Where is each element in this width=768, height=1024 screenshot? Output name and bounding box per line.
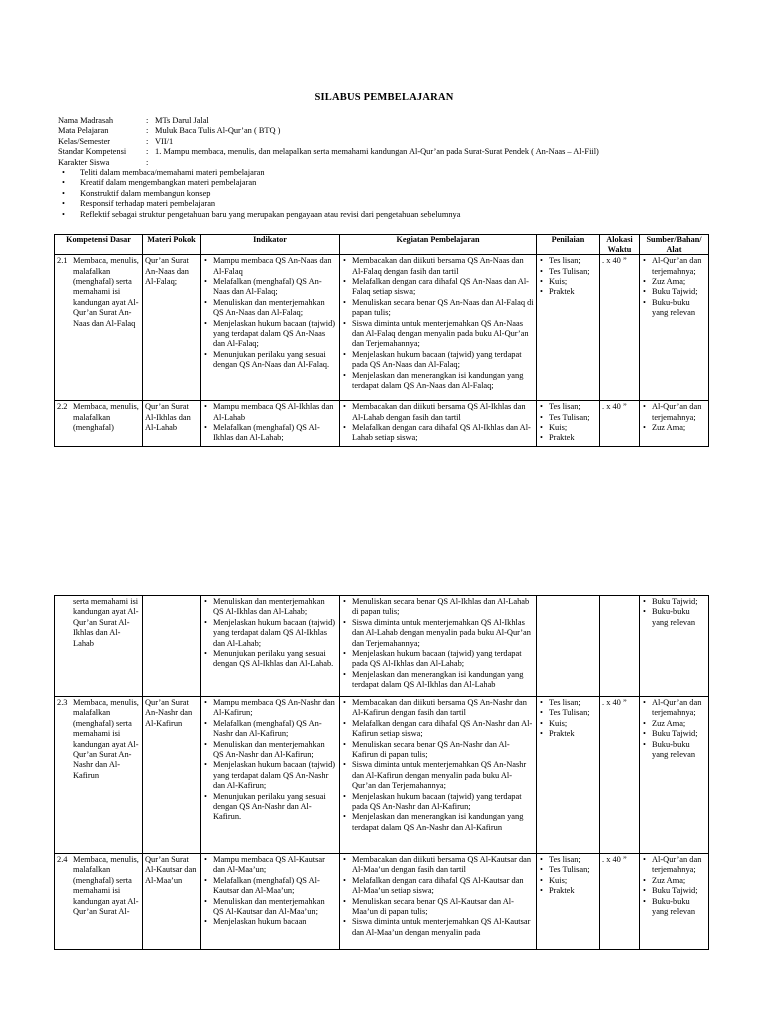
indikator-item: • Menjelaskan hukum bacaan: [203, 917, 337, 927]
meta-key: Kelas/Semester: [58, 136, 111, 146]
penilaian-cell: [537, 596, 600, 697]
indikator-list: [203, 597, 337, 670]
penilaian-list: [539, 402, 597, 444]
kegiatan-list: [342, 597, 534, 691]
sumber-cell: [640, 854, 709, 950]
sumber-item: • Buku Tajwid;: [642, 886, 706, 896]
kegiatan-cell: [340, 401, 537, 447]
sumber-item: • Zuz Ama;: [642, 876, 706, 886]
materi-cell: [143, 596, 201, 697]
table-row: [55, 854, 709, 950]
sumber-item: • Al-Qur’an dan terjemahnya;: [642, 698, 706, 719]
penilaian-item: • Kuis;: [539, 719, 597, 729]
kegiatan-item: • Menjelaskan hukum bacaan (tajwid) yang terdapat pada QS An-Naas dan Al-Falaq;: [342, 350, 534, 371]
sumber-list: [642, 855, 706, 917]
alokasi-cell: . x 40 ”: [600, 255, 640, 401]
indikator-item: • Melafalkan (menghafal) QS An-Naas dan Al-Falaq;: [203, 277, 337, 298]
penilaian-item: • Kuis;: [539, 876, 597, 886]
alokasi-cell: . x 40 ”: [600, 401, 640, 447]
indikator-item: • Melafalkan (menghafal) QS An-Nashr dan Al-Kafirun;: [203, 719, 337, 740]
kegiatan-item: • Siswa diminta untuk menterjemahkan QS Al-Kautsar dan Al-Maa’un dengan menyalin pada: [342, 917, 534, 938]
identity-block: [58, 116, 718, 168]
sumber-item: • Zuz Ama;: [642, 423, 706, 433]
kegiatan-item: • Menjelaskan hukum bacaan (tajwid) yang terdapat pada QS Al-Ikhlas dan Al-Lahab;: [342, 649, 534, 670]
kompetensi-cell: [55, 697, 143, 854]
table-row: [55, 255, 709, 401]
header-indikator: Indikator: [201, 235, 340, 255]
meta-colon: :: [146, 147, 149, 157]
kegiatan-item: • Siswa diminta untuk menterjemahkan QS Al-Ikhlas dan Al-Lahab dengan menyalin pada buku Al-Qur’an dan Terjemahannya;: [342, 618, 534, 649]
penilaian-item: • Praktek: [539, 287, 597, 297]
penilaian-item: • Tes lisan;: [539, 402, 597, 412]
meta-colon: :: [146, 136, 149, 146]
header-penilaian: Penilaian: [537, 235, 600, 255]
penilaian-cell: [537, 854, 600, 950]
kegiatan-cell: [340, 596, 537, 697]
indikator-item: • Menuliskan dan menterjemahkan QS Al-Ikhlas dan Al-Lahab;: [203, 597, 337, 618]
penilaian-item: • Tes lisan;: [539, 698, 597, 708]
alokasi-cell: [600, 596, 640, 697]
header-kompetensi: Kompetensi Dasar: [55, 235, 143, 255]
materi-cell: Qur’an Surat An-Nashr dan Al-Kafirun: [143, 697, 201, 854]
penilaian-list: [539, 256, 597, 298]
kegiatan-item: • Siswa diminta untuk menterjemahkan QS An-Nashr dan Al-Kafirun dengan menyalin pada buku Al-Qur’an dan Terjemahannya;: [342, 760, 534, 791]
meta-colon: :: [146, 157, 149, 167]
indikator-item: • Melafalkan (menghafal) QS Al-Kautsar dan Al-Maa’un;: [203, 876, 337, 897]
kegiatan-item: • Menuliskan secara benar QS An-Naas dan Al-Falaq di papan tulis;: [342, 298, 534, 319]
materi-cell: Qur’an Surat An-Naas dan Al-Falaq;: [143, 255, 201, 401]
sumber-item: • Zuz Ama;: [642, 719, 706, 729]
meta-colon: :: [146, 126, 149, 136]
indikator-cell: [201, 255, 340, 401]
kegiatan-item: • Menuliskan secara benar QS Al-Ikhlas dan Al-Lahab di papan tulis;: [342, 597, 534, 618]
alokasi-cell: . x 40 ”: [600, 697, 640, 854]
table-header-row: [55, 235, 709, 255]
indikator-item: • Menuliskan dan menterjemahkan QS Al-Kautsar dan Al-Maa’un;: [203, 897, 337, 918]
penilaian-cell: [537, 401, 600, 447]
kd-text: serta memahami isi kandungan ayat Al-Qur’an Surat Al-Ikhlas dan Al-Lahab: [73, 597, 139, 648]
indikator-item: • Mampu membaca QS An-Naas dan Al-Falaq: [203, 256, 337, 277]
penilaian-item: • Tes lisan;: [539, 855, 597, 865]
indikator-cell: [201, 401, 340, 447]
meta-row: [58, 126, 718, 136]
meta-row: [58, 116, 718, 126]
kegiatan-list: [342, 855, 534, 938]
sumber-item: • Zuz Ama;: [642, 277, 706, 287]
indikator-list: [203, 855, 337, 928]
kegiatan-item: • Menuliskan secara benar QS An-Nashr dan Al-Kafirun di papan tulis;: [342, 740, 534, 761]
kd-text: Membaca, menulis, malafalkan (menghafal) serta memahami isi kandungan ayat Al-Qur’an Surat Al-: [73, 855, 139, 917]
table-row: [55, 596, 709, 697]
meta-key: Karakter Siswa: [58, 157, 110, 167]
penilaian-item: • Tes Tulisan;: [539, 865, 597, 875]
indikator-item: • Melafalkan (menghafal) QS Al-Ikhlas dan Al-Lahab;: [203, 423, 337, 444]
sumber-item: • Buku Tajwid;: [642, 287, 706, 297]
student-character-list: [62, 168, 460, 220]
penilaian-cell: [537, 255, 600, 401]
sumber-item: • Buku-buku yang relevan: [642, 607, 706, 628]
sumber-list: [642, 597, 706, 628]
kegiatan-item: • Membacakan dan diikuti bersama QS An-Nashr dan Al-Kafirun dengan fasih dan tartil: [342, 698, 534, 719]
syllabus-table-part-1: [54, 234, 709, 447]
syllabus-table-part-2: [54, 595, 709, 950]
kd-number: 2.4: [57, 855, 68, 864]
meta-row: [58, 158, 718, 168]
kegiatan-list: [342, 256, 534, 391]
kegiatan-item: • Melafalkan dengan cara dihafal QS An-Nashr dan Al-Kafirun setiap siswa;: [342, 719, 534, 740]
meta-value: 1. Mampu membaca, menulis, dan melapalkan serta memahami kandungan Al-Qur’an pada Surat-Surat Pendek ( An-Naas – Al-Fiil): [155, 147, 599, 157]
trait-item: • Konstruktif dalam membangun konsep: [62, 189, 460, 199]
kompetensi-cell: [55, 401, 143, 447]
kegiatan-cell: [340, 854, 537, 950]
kegiatan-cell: [340, 697, 537, 854]
header-sumber: Sumber/Bahan/ Alat: [640, 235, 709, 255]
kd-text: Membaca, menulis, malafalkan (menghafal) serta memahami isi kandungan ayat Al-Qur’an Surat An-Nashr dan Al-Kafirun: [73, 698, 139, 780]
trait-item: • Responsif terhadap materi pembelajaran: [62, 199, 460, 209]
penilaian-item: • Kuis;: [539, 277, 597, 287]
indikator-cell: [201, 854, 340, 950]
kompetensi-cell: [55, 854, 143, 950]
penilaian-item: • Praktek: [539, 886, 597, 896]
sumber-list: [642, 402, 706, 433]
indikator-cell: [201, 697, 340, 854]
table-row: [55, 401, 709, 447]
penilaian-item: • Tes Tulisan;: [539, 267, 597, 277]
meta-row: [58, 137, 718, 147]
header-kegiatan: Kegiatan Pembelajaran: [340, 235, 537, 255]
indikator-list: [203, 698, 337, 823]
kegiatan-list: [342, 698, 534, 833]
kegiatan-item: • Menjelaskan dan menerangkan isi kandungan yang terdapat dalam QS An-Naas dan Al-Falaq;: [342, 371, 534, 392]
indikator-item: • Mampu membaca QS An-Nashr dan Al-Kafirun;: [203, 698, 337, 719]
kegiatan-item: • Membacakan dan diikuti bersama QS Al-Kautsar dan Al-Maa’un dengan fasih dan tartil: [342, 855, 534, 876]
kegiatan-item: • Membacakan dan diikuti bersama QS An-Naas dan Al-Falaq dengan fasih dan tartil: [342, 256, 534, 277]
materi-cell: Qur’an Surat Al-Kautsar dan Al-Maa’un: [143, 854, 201, 950]
sumber-item: • Al-Qur’an dan terjemahnya;: [642, 855, 706, 876]
penilaian-list: [539, 698, 597, 740]
kegiatan-item: • Melafalkan dengan cara dihafal QS Al-Ikhlas dan Al-Lahab setiap siswa;: [342, 423, 534, 444]
indikator-item: • Menunjukan perilaku yang sesuai dengan QS An-Naas dan Al-Falaq.: [203, 350, 337, 371]
indikator-cell: [201, 596, 340, 697]
kegiatan-item: • Menjelaskan dan menerangkan isi kandungan yang terdapat dalam QS An-Nashr dan Al-Kafirun: [342, 812, 534, 833]
indikator-item: • Menjelaskan hukum bacaan (tajwid) yang terdapat dalam QS An-Nashr dan Al-Kafirun;: [203, 760, 337, 791]
kegiatan-item: • Melafalkan dengan cara dihafal QS Al-Kautsar dan Al-Maa’un setiap siswa;: [342, 876, 534, 897]
sumber-item: • Buku Tajwid;: [642, 729, 706, 739]
penilaian-item: • Tes Tulisan;: [539, 708, 597, 718]
indikator-item: • Mampu membaca QS Al-Ikhlas dan Al-Lahab: [203, 402, 337, 423]
kd-number: 2.1: [57, 256, 68, 266]
penilaian-cell: [537, 697, 600, 854]
header-materi: Materi Pokok: [143, 235, 201, 255]
indikator-item: • Menjelaskan hukum bacaan (tajwid) yang terdapat dalam QS Al-Ikhlas dan Al-Lahab;: [203, 618, 337, 649]
meta-key: Nama Madrasah: [58, 116, 114, 125]
sumber-cell: [640, 697, 709, 854]
kd-text: Membaca, menulis, malafalkan (menghafal): [73, 402, 139, 432]
table-row: [55, 697, 709, 854]
kegiatan-item: • Melafalkan dengan cara dihafal QS An-Naas dan Al-Falaq setiap siswa;: [342, 277, 534, 298]
meta-value: Muluk Baca Tulis Al-Qur’an ( BTQ ): [155, 126, 281, 136]
sumber-item: • Buku-buku yang relevan: [642, 897, 706, 918]
sumber-item: • Al-Qur’an dan terjemahnya;: [642, 402, 706, 423]
kegiatan-list: [342, 402, 534, 444]
kegiatan-item: • Menjelaskan hukum bacaan (tajwid) yang terdapat pada QS An-Nashr dan Al-Kafirun;: [342, 792, 534, 813]
sumber-item: • Buku Tajwid;: [642, 597, 706, 607]
kompetensi-cell: [55, 255, 143, 401]
meta-colon: :: [146, 116, 149, 125]
penilaian-item: • Praktek: [539, 433, 597, 443]
sumber-item: • Buku-buku yang relevan: [642, 298, 706, 319]
kd-number: 2.2: [57, 402, 68, 412]
meta-row: [58, 147, 718, 157]
penilaian-item: • Kuis;: [539, 423, 597, 433]
indikator-item: • Menuliskan dan menterjemahkan QS An-Nashr dan Al-Kafirun;: [203, 740, 337, 761]
sumber-list: [642, 698, 706, 760]
kegiatan-item: • Menjelaskan dan menerangkan isi kandungan yang terdapat dalam QS Al-Ikhlas dan Al-Lahab: [342, 670, 534, 691]
sumber-cell: [640, 255, 709, 401]
sumber-item: • Al-Qur’an dan terjemahnya;: [642, 256, 706, 277]
kegiatan-cell: [340, 255, 537, 401]
kd-text: Membaca, menulis, malafalkan (menghafal) serta memahami isi kandungan ayat Al-Qur’an Surat An-Naas dan Al-Falaq: [73, 256, 139, 328]
kegiatan-item: • Siswa diminta untuk menterjemahkan QS An-Naas dan Al-Falaq dengan menyalin pada buku Al-Qur’an dan Terjemahannya;: [342, 319, 534, 350]
trait-item: • Reflektif sebagai struktur pengetahuan baru yang merupakan pengayaan atau revisi dari pengetahuan sebelumnya: [62, 210, 460, 220]
penilaian-list: [539, 855, 597, 897]
materi-cell: Qur’an Surat Al-Ikhlas dan Al-Lahab: [143, 401, 201, 447]
penilaian-item: • Praktek: [539, 729, 597, 739]
alokasi-cell: . x 40 ”: [600, 854, 640, 950]
meta-key: Standar Kompetensi: [58, 147, 127, 157]
header-alokasi: Alokasi Waktu: [600, 235, 640, 255]
indikator-list: [203, 256, 337, 370]
page-title: SILABUS PEMBELAJARAN: [314, 92, 454, 103]
kegiatan-item: • Menuliskan secara benar QS Al-Kautsar dan Al-Maa’un di papan tulis;: [342, 897, 534, 918]
indikator-list: [203, 402, 337, 444]
kegiatan-item: • Membacakan dan diikuti bersama QS Al-Ikhlas dan Al-Lahab dengan fasih dan tartil: [342, 402, 534, 423]
meta-key: Mata Pelajaran: [58, 126, 109, 136]
meta-value: MTs Darul Jalal: [155, 116, 209, 125]
indikator-item: • Menjelaskan hukum bacaan (tajwid) yang terdapat dalam QS An-Naas dan Al-Falaq;: [203, 319, 337, 350]
indikator-item: • Menunjukan perilaku yang sesuai dengan QS An-Nashr dan Al-Kafirun.: [203, 792, 337, 823]
sumber-cell: [640, 401, 709, 447]
indikator-item: • Menunjukan perilaku yang sesuai dengan QS Al-Ikhlas dan Al-Lahab.: [203, 649, 337, 670]
sumber-cell: [640, 596, 709, 697]
sumber-list: [642, 256, 706, 318]
meta-value: VII/1: [155, 136, 174, 146]
kompetensi-cell: [55, 596, 143, 697]
trait-item: • Kreatif dalam mengembangkan materi pembelajaran: [62, 178, 460, 188]
penilaian-item: • Tes lisan;: [539, 256, 597, 266]
trait-item: • Teliti dalam membaca/memahami materi pembelajaran: [62, 168, 460, 178]
penilaian-item: • Tes Tulisan;: [539, 413, 597, 423]
indikator-item: • Mampu membaca QS Al-Kautsar dan Al-Maa’un;: [203, 855, 337, 876]
kd-number: 2.3: [57, 698, 68, 707]
sumber-item: • Buku-buku yang relevan: [642, 740, 706, 761]
indikator-item: • Menuliskan dan menterjemahkan QS An-Naas dan Al-Falaq;: [203, 298, 337, 319]
